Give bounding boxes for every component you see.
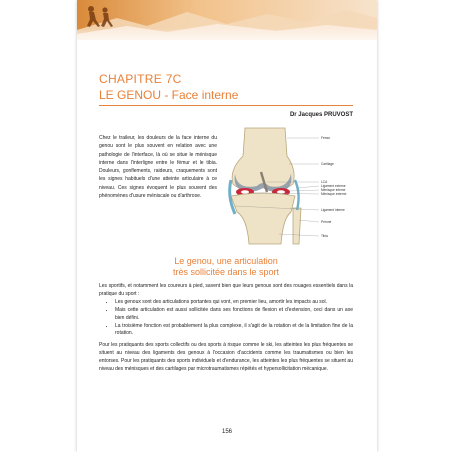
- label-ligament-interne: Ligament interne: [321, 208, 345, 212]
- section-title-line-2: très sollicitée dans le sport: [172, 267, 280, 277]
- bullet-list: [99, 299, 353, 339]
- chapter-number: CHAPITRE 7C: [99, 72, 182, 86]
- body-paragraph-1: Les sportifs, et notamment les coureurs à pied, savent bien que leurs genoux sont des rouages essentiels dans la pratique du sport :: [99, 283, 353, 297]
- label-perone: Péroné: [321, 220, 332, 224]
- page-number: 156: [221, 429, 232, 435]
- intro-paragraph: Chez le traileur, les douleurs de la face interne du genou sont le plus souvent en relation avec une pathologie de l'interface, là où se situe le ménisque interne dans l'interligne entre le fémur et le tibia. Douleurs, gonflements, raideurs, craquements sont les signes habituels d'une atteinte articulaire à ce niveau. Ces signes évoquent le plus souvent des phénomènes d'usure méniscale ou d'arthrose.: [99, 135, 217, 200]
- bullet-item: • Les genoux sont des articulations portantes qui vont, en premier lieu, amortir les impacts au sol.: [115, 299, 353, 307]
- bullet-item: • Mais cette articulation est aussi sollicitée dans ses fonctions de flexion et d'extension, ceci dans un axe bien défini.: [115, 307, 353, 323]
- section-title: [99, 256, 353, 278]
- body-text: [99, 283, 353, 374]
- label-lca: LCA: [321, 180, 328, 184]
- label-ligament-externe: Ligament externe: [321, 184, 346, 188]
- label-menisque-externe: Ménisque externe: [321, 192, 347, 196]
- knee-anatomy-figure: [223, 126, 359, 246]
- author: Dr Jacques PRUVOST: [289, 112, 353, 118]
- banner-image: [77, 0, 377, 50]
- label-cartilage: Cartilage: [321, 162, 334, 166]
- label-tibia: Tibia: [321, 234, 328, 238]
- label-menisque-interne: Ménisque interne: [321, 188, 346, 192]
- bullet-item: • La troisième fonction est probablement la plus complexe, il s'agit de la rotation et de la limitation fine de la rotation.: [115, 323, 353, 339]
- body-paragraph-2: Pour les pratiquants des sports collectifs ou des sports à risque comme le ski, les atteintes les plus fréquentes se situent au niveau des ligaments des genoux à l'occasion d'accidents comme les traumatismes ou bien les entorses. Pour les pratiquants des sports individuels et d'endurance, les atteintes les plus fréquentes se situent au niveau des ménisques et des cartilages par microtraumatismes répétés et hypersollicitation mécanique.: [99, 342, 353, 373]
- label-femur: Fémur: [321, 136, 331, 140]
- chapter-title: LE GENOU - Face interne: [99, 88, 239, 102]
- book-page: [77, 0, 377, 452]
- section-title-line-1: Le genou, une articulation: [174, 256, 278, 266]
- title-rule: [99, 105, 353, 106]
